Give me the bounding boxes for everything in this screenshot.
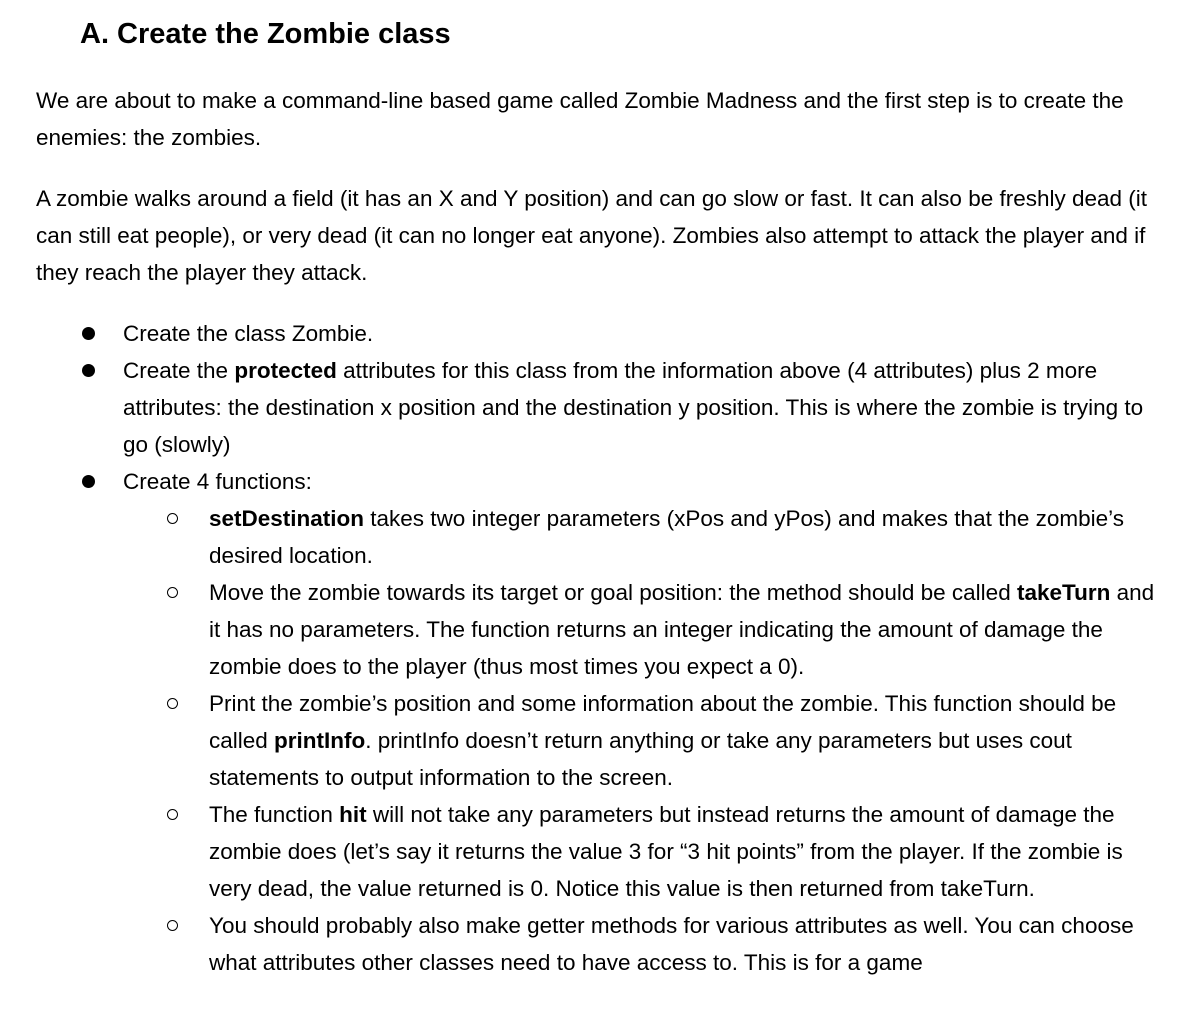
sub-item-text: You should probably also make getter methods for various attributes as well. You can choose what attributes other classes need to have access to. This is for a game xyxy=(209,913,1134,975)
function-name: setDestination xyxy=(209,506,365,531)
sub-item-text-post: . printInfo doesn’t return anything or take any parameters but uses cout statements to output information to the screen. xyxy=(209,728,1072,790)
function-name: hit xyxy=(339,802,367,827)
list-item-text: Create 4 functions: xyxy=(123,469,312,494)
circle-bullet-icon xyxy=(167,809,178,820)
sub-item-text-post: will not take any parameters but instead returns the amount of damage the zombie does (let’s say it returns the value 3 for “3 hit points” from the player. If the zombie is very dead, the value returned is 0. Notice this value is then returned from takeTurn. xyxy=(209,802,1123,901)
sub-list-item xyxy=(0,500,1164,574)
sub-item-text-pre: Print the zombie’s position and some information about the zombie. This function should be called xyxy=(209,691,1117,753)
circle-bullet-icon xyxy=(167,587,178,598)
circle-bullet-icon xyxy=(167,513,178,524)
list-item-text-post: attributes for this class from the information above (4 attributes) plus 2 more attributes: the destination x position and the destination y position. This is where the zombie is trying to go (slowly) xyxy=(123,358,1144,457)
sub-item-text-pre: Move the zombie towards its target or goal position: the method should be called xyxy=(209,580,1017,605)
list-item-keyword: protected xyxy=(234,358,337,383)
zombie-description-paragraph: A zombie walks around a field (it has an X and Y position) and can go slow or fast. It can also be freshly dead (it can still eat people), or very dead (it can no longer eat anyone). Zombies also attempt to attack the player and if they reach the player they attack. xyxy=(36,186,1148,285)
circle-bullet-icon xyxy=(167,698,178,709)
sub-list-item xyxy=(0,796,1164,907)
list-item-text-pre: Create the xyxy=(123,358,235,383)
list-item xyxy=(0,315,1163,352)
bullet-icon xyxy=(82,364,95,377)
list-item xyxy=(0,463,1163,500)
sub-list-item xyxy=(0,685,1164,796)
function-name: printInfo xyxy=(274,728,366,753)
sub-list-item xyxy=(0,574,1164,685)
intro-paragraph: We are about to make a command-line based game called Zombie Madness and the first step is to create the enemies: the zombies. xyxy=(36,88,1124,150)
circle-bullet-icon xyxy=(167,920,178,931)
sub-item-text-post: and it has no parameters. The function returns an integer indicating the amount of damage the zombie does to the player (thus most times you expect a 0). xyxy=(209,580,1155,679)
bullet-icon xyxy=(82,327,95,340)
function-name: takeTurn xyxy=(1016,580,1111,605)
sub-item-text-post: takes two integer parameters (xPos and yPos) and makes that the zombie’s desired location. xyxy=(209,506,1124,568)
task-list xyxy=(0,315,1200,981)
sub-list-item xyxy=(0,907,1164,981)
section-heading: A. Create the Zombie class xyxy=(80,18,451,50)
bullet-icon xyxy=(82,475,95,488)
sub-item-text-pre: The function xyxy=(209,802,340,827)
list-item xyxy=(0,352,1163,463)
list-item-text: Create the class Zombie. xyxy=(123,321,374,346)
